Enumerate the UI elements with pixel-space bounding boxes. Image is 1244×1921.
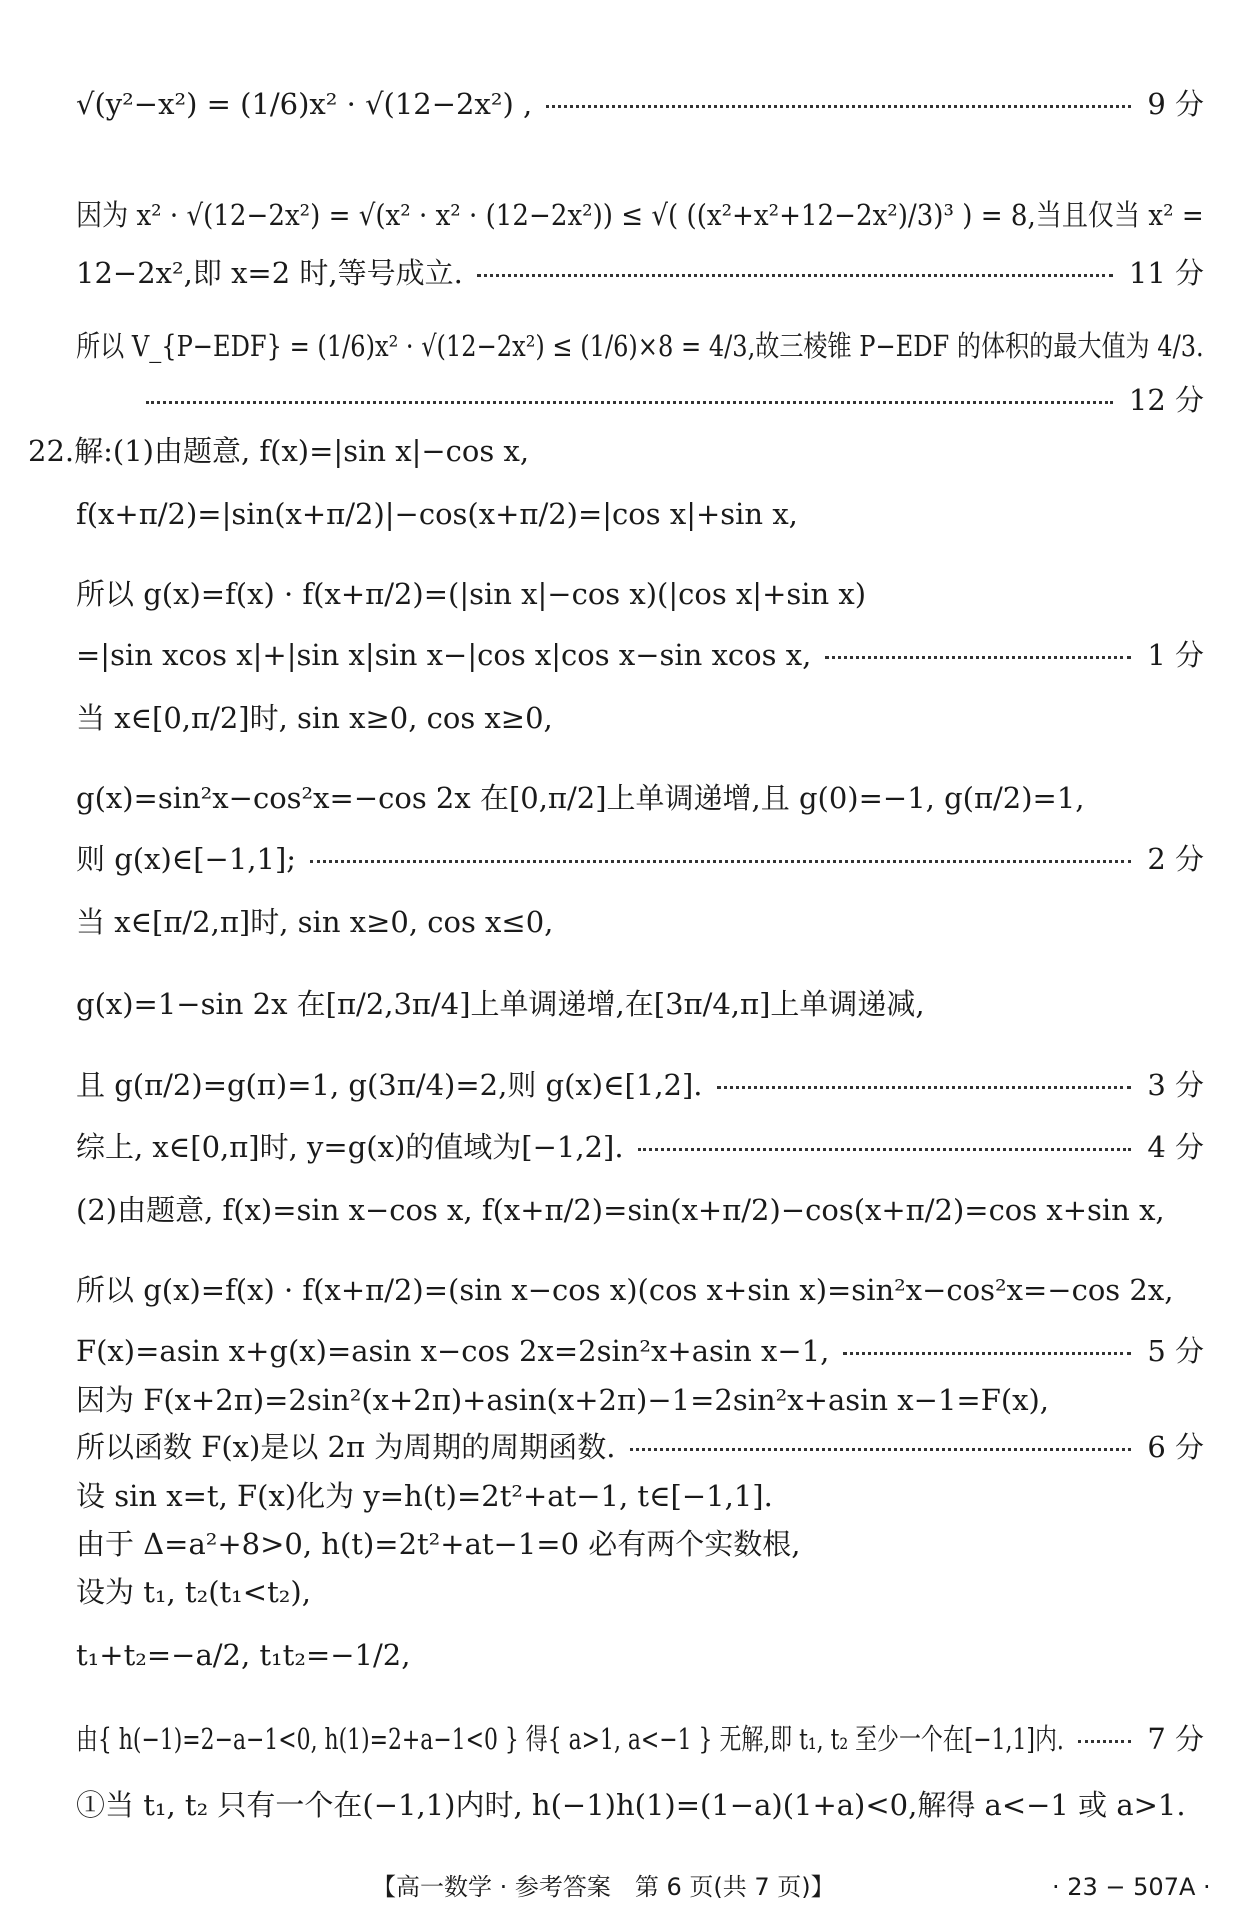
line-text: 由{ h(−1)=2−a−1<0, h(1)=2+a−1<0 } 得{ a>1, a<−1 } 无解,即 t₁, t₂ 至少一个在[−1,1]内. [76,1722,1064,1756]
line-5pt [76,1333,1204,1369]
score-label: 2 分 [1147,842,1204,876]
score-label: 9 分 [1147,87,1204,121]
line-text: 设为 t₁, t₂(t₁<t₂), [76,1575,311,1609]
line-text: √(y²−x²) = (1/6)x² · √(12−2x²) , [76,87,533,121]
line-7pt [76,1721,1204,1757]
line-discriminant [76,1526,1204,1562]
line-q22-heading [28,433,1204,469]
leader-dots [1078,1740,1131,1743]
score-label: 3 分 [1147,1068,1204,1102]
line-part2 [76,1192,1204,1228]
leader-dots [546,105,1131,108]
line-text: 当 x∈[π/2,π]时, sin x≥0, cos x≤0, [76,905,554,939]
leader-dots [310,860,1131,863]
footer-code: · 23 − 507A · [1052,1873,1211,1901]
line-text: 因为 x² · √(12−2x²) = √(x² · x² · (12−2x²)) ≤ √( ((x²+x²+12−2x²)/3)³ ) = 8,当且仅当 x² = [76,198,1204,232]
footer-title: 【高一数学 · 参考答案 第 6 页(共 7 页)】 [372,1873,835,1901]
leader-dots [146,401,1113,404]
line-part2-g [76,1272,1204,1308]
line-4pt [76,1129,1204,1165]
line-text: 所以 g(x)=f(x) · f(x+π/2)=(sin x−cos x)(cos x+sin x)=sin²x−cos²x=−cos 2x, [76,1273,1174,1307]
line-text: 设 sin x=t, F(x)化为 y=h(t)=2t²+at−1, t∈[−1,1]. [76,1479,773,1513]
line-text: 且 g(π/2)=g(π)=1, g(3π/4)=2,则 g(x)∈[1,2]. [76,1068,703,1102]
line-3pt [76,1067,1204,1103]
line-volume [76,328,1204,364]
line-text: (2)由题意, f(x)=sin x−cos x, f(x+π/2)=sin(x+π/2)−cos(x+π/2)=cos x+sin x, [76,1193,1165,1227]
line-case1-g [76,780,1204,816]
line-text: 所以 g(x)=f(x) · f(x+π/2)=(|sin x|−cos x)(|cos x|+sin x) [76,577,867,611]
line-period [76,1382,1204,1418]
line-case-one-root [76,1787,1204,1823]
line-1pt [76,637,1204,673]
line-text: f(x+π/2)=|sin(x+π/2)|−cos(x+π/2)=|cos x|+sin x, [76,497,798,531]
score-label: 11 分 [1128,256,1204,290]
line-text: F(x)=asin x+g(x)=asin x−cos 2x=2sin²x+asin x−1, [76,1334,830,1368]
line-case2-g [76,986,1204,1022]
line-text: t₁+t₂=−a/2, t₁t₂=−1/2, [76,1638,411,1672]
score-label: 6 分 [1147,1430,1204,1464]
line-text: 所以函数 F(x)是以 2π 为周期的周期函数. [76,1430,616,1464]
line-12pt [146,382,1204,418]
leader-dots [630,1448,1132,1451]
leader-dots [717,1086,1132,1089]
line-text: 当 x∈[0,π/2]时, sin x≥0, cos x≥0, [76,701,553,735]
line-11pt [76,255,1204,291]
line-text: ①当 t₁, t₂ 只有一个在(−1,1)内时, h(−1)h(1)=(1−a)(1+a)<0,解得 a<−1 或 a>1. [76,1788,1186,1822]
line-text: 所以 V_{P−EDF} = (1/6)x² · √(12−2x²) ≤ (1/6)×8 = 4/3,故三棱锥 P−EDF 的体积的最大值为 4/3. [76,329,1204,363]
line-substitution [76,1478,1204,1514]
leader-dots [843,1352,1131,1355]
line-case1 [76,700,1204,736]
line-text: 综上, x∈[0,π]时, y=g(x)的值域为[−1,2]. [76,1130,624,1164]
line-text: =|sin xcos x|+|sin x|sin x−|cos x|cos x−sin xcos x, [76,638,812,672]
line-g-def [76,576,1204,612]
leader-dots [477,274,1113,277]
score-label: 1 分 [1147,638,1204,672]
line-6pt [76,1429,1204,1465]
line-text: g(x)=sin²x−cos²x=−cos 2x 在[0,π/2]上单调递增,且 g(0)=−1, g(π/2)=1, [76,781,1085,815]
line-amgm [76,197,1204,233]
line-text: g(x)=1−sin 2x 在[π/2,3π/4]上单调递增,在[3π/4,π]上单调递减, [76,987,925,1021]
score-label: 12 分 [1128,383,1204,417]
score-label: 7 分 [1147,1722,1204,1756]
line-text: 12−2x²,即 x=2 时,等号成立. [76,256,463,290]
leader-dots [825,656,1131,659]
line-text: 则 g(x)∈[−1,1]; [76,842,297,876]
score-label: 5 分 [1147,1334,1204,1368]
line-roots [76,1574,1204,1610]
leader-dots [638,1148,1132,1151]
line-text: 22.解:(1)由题意, f(x)=|sin x|−cos x, [28,434,530,468]
line-text: 由于 Δ=a²+8>0, h(t)=2t²+at−1=0 必有两个实数根, [76,1527,801,1561]
line-2pt [76,841,1204,877]
line-case2 [76,904,1204,940]
line-text: 因为 F(x+2π)=2sin²(x+2π)+asin(x+2π)−1=2sin²x+asin x−1=F(x), [76,1383,1050,1417]
line-vieta [76,1637,1204,1673]
line-shift [76,496,1204,532]
line-9pt [76,86,1204,122]
score-label: 4 分 [1147,1130,1204,1164]
